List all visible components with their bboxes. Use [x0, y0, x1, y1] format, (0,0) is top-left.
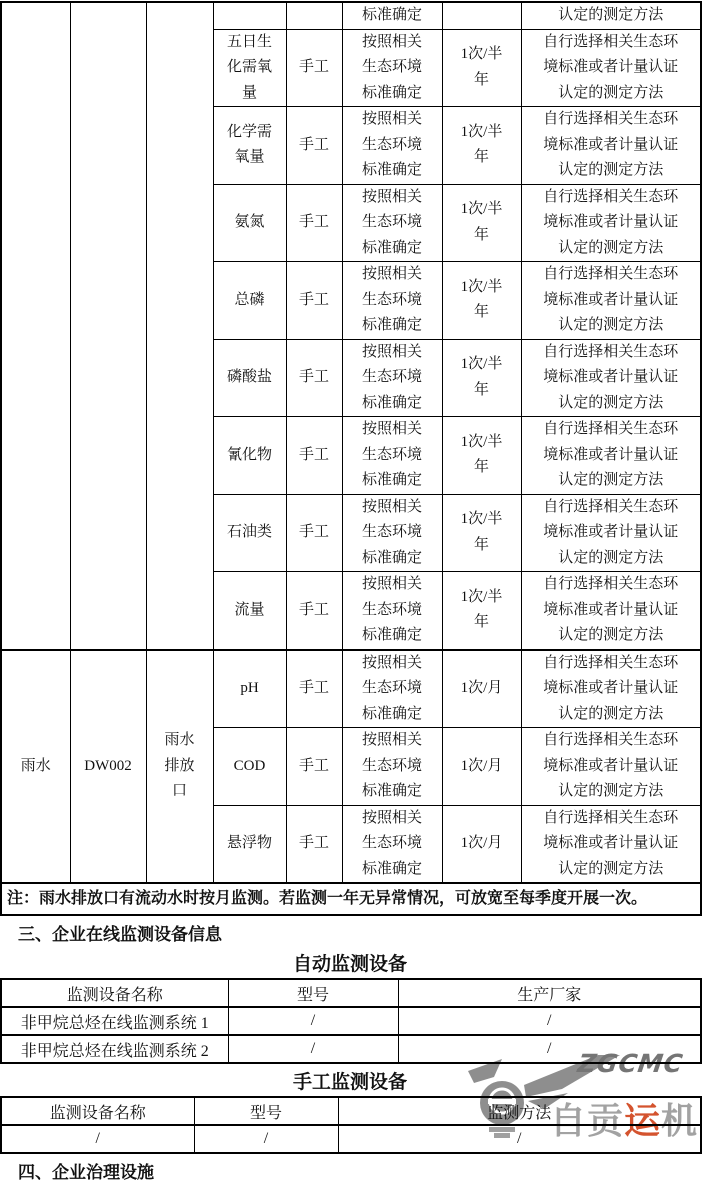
manual-table-header-row	[1, 1097, 701, 1125]
cell-mode: 手工	[286, 494, 342, 572]
cell-freq-empty	[442, 2, 521, 29]
cell-method: 自行选择相关生态环境标准或者计量认证认定的测定方法	[521, 805, 701, 883]
cell-outlet-code-empty	[70, 2, 146, 650]
cell-mode: 手工	[286, 29, 342, 107]
cell-mode: 手工	[286, 417, 342, 495]
cell-param-empty	[213, 2, 286, 29]
cell-method: 自行选择相关生态环境标准或者计量认证认定的测定方法	[521, 650, 701, 728]
cell-method: /	[338, 1125, 701, 1153]
cell-basis: 按照相关生态环境标准确定	[342, 572, 442, 650]
cell-param: 总磷	[213, 262, 286, 340]
cell-water-type: 雨水	[1, 650, 70, 884]
cell-water-type-empty	[1, 2, 70, 650]
cell-mode: 手工	[286, 107, 342, 185]
cell-outlet-code: DW002	[70, 650, 146, 884]
cell-param: 悬浮物	[213, 805, 286, 883]
cell-basis: 按照相关生态环境标准确定	[342, 494, 442, 572]
cell-freq: 1次/半年	[442, 184, 521, 262]
cell-param: 化学需氧量	[213, 107, 286, 185]
cell-method-tail: 认定的测定方法	[521, 2, 701, 29]
auto-devices-title: 自动监测设备	[292, 954, 407, 975]
manual-devices-title: 手工监测设备	[292, 1072, 407, 1093]
manual-table-row	[1, 1125, 701, 1153]
cell-mode: 手工	[286, 805, 342, 883]
cell-mode: 手工	[286, 184, 342, 262]
watermark-cn-char: 机	[661, 1101, 699, 1142]
cell-mode: 手工	[286, 728, 342, 806]
document-page	[0, 1, 700, 1182]
watermark-cn-char: 自	[550, 1101, 588, 1142]
self-monitoring-table	[0, 1, 702, 916]
header-device-name: 监测设备名称	[1, 979, 228, 1007]
watermark-latin-text: ZGCMC	[575, 1049, 686, 1078]
cell-freq: 1次/月	[442, 805, 521, 883]
cell-basis: 按照相关生态环境标准确定	[342, 805, 442, 883]
auto-table-header-row	[1, 979, 701, 1007]
cell-freq: 1次/半年	[442, 572, 521, 650]
cell-method: 自行选择相关生态环境标准或者计量认证认定的测定方法	[521, 339, 701, 417]
cell-basis: 按照相关生态环境标准确定	[342, 184, 442, 262]
cell-basis: 按照相关生态环境标准确定	[342, 262, 442, 340]
note-row	[1, 883, 701, 915]
cell-freq: 1次/半年	[442, 417, 521, 495]
rain-row-ph	[1, 650, 701, 728]
header-method: 监测方法	[338, 1097, 701, 1125]
auto-table-row	[1, 1007, 701, 1035]
cell-outlet-name-empty	[146, 2, 213, 650]
watermark-cn-char: 贡	[587, 1101, 625, 1142]
cell-param: 五日生化需氧量	[213, 29, 286, 107]
cell-basis: 按照相关生态环境标准确定	[342, 29, 442, 107]
auto-table-row	[1, 1035, 701, 1063]
cell-device-name: 非甲烷总烃在线监测系统 2	[1, 1035, 228, 1063]
cell-device-name: 非甲烷总烃在线监测系统 1	[1, 1007, 228, 1035]
cell-mode: 手工	[286, 339, 342, 417]
cell-method: 自行选择相关生态环境标准或者计量认证认定的测定方法	[521, 728, 701, 806]
section-heading-treatment-facilities: 四、企业治理设施	[18, 1163, 154, 1182]
cell-model: /	[228, 1035, 398, 1063]
cell-freq: 1次/半年	[442, 29, 521, 107]
cell-param: pH	[213, 650, 286, 728]
watermark-cn-char-accent: 运	[624, 1101, 662, 1142]
cell-param: 磷酸盐	[213, 339, 286, 417]
cell-method: 自行选择相关生态环境标准或者计量认证认定的测定方法	[521, 494, 701, 572]
carryover-row	[1, 2, 701, 29]
manual-monitoring-devices-table	[0, 1096, 702, 1154]
cell-param: 石油类	[213, 494, 286, 572]
cell-param: 氨氮	[213, 184, 286, 262]
cell-param: 氰化物	[213, 417, 286, 495]
cell-manufacturer: /	[398, 1035, 701, 1063]
header-model: 型号	[228, 979, 398, 1007]
auto-monitoring-devices-table	[0, 978, 702, 1064]
cell-freq: 1次/半年	[442, 339, 521, 417]
cell-basis: 按照相关生态环境标准确定	[342, 417, 442, 495]
cell-method: 自行选择相关生态环境标准或者计量认证认定的测定方法	[521, 262, 701, 340]
cell-device-name: /	[1, 1125, 194, 1153]
cell-model: /	[228, 1007, 398, 1035]
header-manufacturer: 生产厂家	[398, 979, 701, 1007]
cell-param: 流量	[213, 572, 286, 650]
cell-basis: 按照相关生态环境标准确定	[342, 107, 442, 185]
header-model: 型号	[194, 1097, 338, 1125]
cell-freq: 1次/半年	[442, 107, 521, 185]
cell-manufacturer: /	[398, 1007, 701, 1035]
cell-method: 自行选择相关生态环境标准或者计量认证认定的测定方法	[521, 417, 701, 495]
cell-basis-tail: 标准确定	[342, 2, 442, 29]
cell-basis: 按照相关生态环境标准确定	[342, 339, 442, 417]
cell-freq: 1次/半年	[442, 494, 521, 572]
cell-freq: 1次/半年	[442, 262, 521, 340]
cell-mode-empty	[286, 2, 342, 29]
header-device-name: 监测设备名称	[1, 1097, 194, 1125]
section-heading-online-devices: 三、企业在线监测设备信息	[18, 925, 222, 944]
cell-method: 自行选择相关生态环境标准或者计量认证认定的测定方法	[521, 184, 701, 262]
cell-method: 自行选择相关生态环境标准或者计量认证认定的测定方法	[521, 572, 701, 650]
cell-mode: 手工	[286, 572, 342, 650]
cell-outlet-name: 雨水排放口	[146, 650, 213, 884]
cell-basis: 按照相关生态环境标准确定	[342, 728, 442, 806]
cell-mode: 手工	[286, 262, 342, 340]
cell-mode: 手工	[286, 650, 342, 728]
cell-method: 自行选择相关生态环境标准或者计量认证认定的测定方法	[521, 107, 701, 185]
cell-basis: 按照相关生态环境标准确定	[342, 650, 442, 728]
cell-model: /	[194, 1125, 338, 1153]
cell-freq: 1次/月	[442, 650, 521, 728]
cell-param: COD	[213, 728, 286, 806]
table-note: 注：雨水排放口有流动水时按月监测。若监测一年无异常情况，可放宽至每季度开展一次。	[1, 883, 701, 915]
cell-freq: 1次/月	[442, 728, 521, 806]
cell-method: 自行选择相关生态环境标准或者计量认证认定的测定方法	[521, 29, 701, 107]
